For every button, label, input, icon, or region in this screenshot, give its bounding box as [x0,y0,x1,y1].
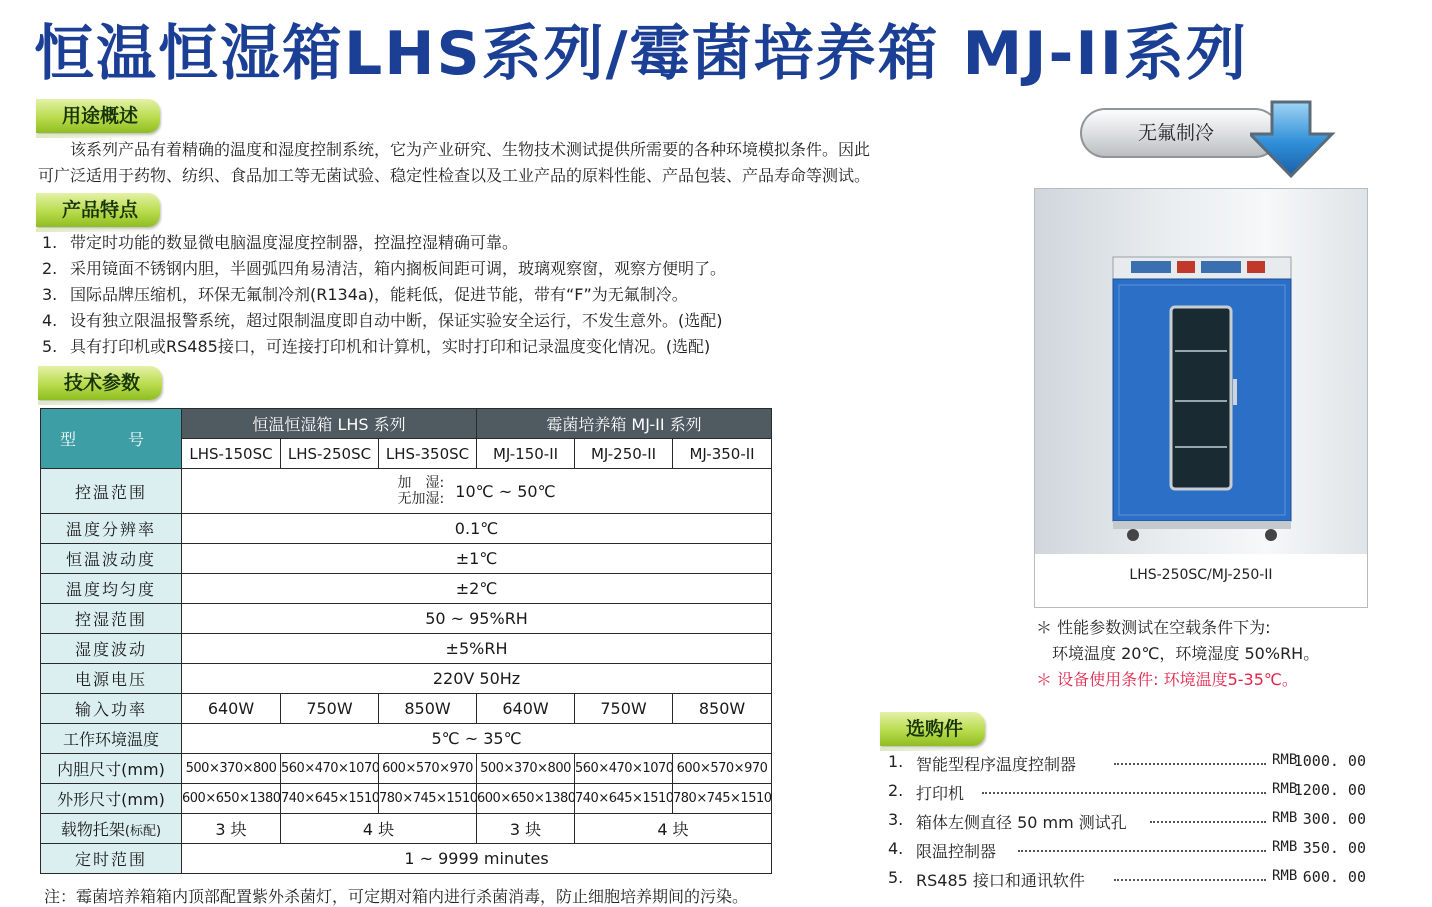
feature-text: 国际品牌压缩机，环保无氟制冷剂(R134a)，能耗低，促进节能，带有“F”为无氟制冷。 [70,285,688,304]
cfc-free-badge: 无氟制冷 [1080,108,1280,158]
row-label-resolution: 温度分辨率 [41,514,182,544]
power-cell: 850W [379,694,477,724]
option-price: 350. 00 [1302,839,1366,857]
option-price: 1000. 00 [1293,752,1366,770]
option-name: 打印机 [916,784,965,803]
feature-item [42,334,726,360]
uniformity-value: ±2℃ [182,574,772,604]
section-specs-heading: 技术参数 [38,366,162,400]
feature-text: 带定时功能的数显微电脑温度湿度控制器，控温控湿精确可靠。 [70,233,519,252]
features-list [42,230,726,360]
row-label-humid-fluct: 湿度波动 [41,634,182,664]
feature-item [42,230,726,256]
shelf-label-note: (标配) [124,824,162,839]
leader-dots [1018,849,1266,852]
voltage-value: 220V 50Hz [182,664,772,694]
model-cell: LHS-350SC [379,439,477,469]
feature-item [42,256,726,282]
outer-size-cell: 780×745×1510 [673,784,772,814]
power-cell: 640W [182,694,281,724]
power-cell: 750W [281,694,379,724]
option-item [888,839,1366,868]
shelf-label: 载物托架 [60,820,125,839]
incubator-image [1035,189,1367,559]
usage-line-2: 可广泛适用于药物、纺织、食品加工等无菌试验、稳定性检查以及工业产品的原料性能、产品包装、产品寿命等测试。 [38,166,871,185]
shelf-cell: 4 块 [575,814,772,844]
humidified-label: 加 湿: [397,475,445,491]
power-cell: 750W [575,694,673,724]
temp-range-value [182,469,772,514]
option-number: 1. [888,752,904,771]
model-cell: MJ-350-II [673,439,772,469]
model-label: 型 号 [41,409,182,469]
row-label-timer: 定时范围 [41,844,182,874]
option-item [888,781,1366,810]
section-usage-heading: 用途概述 [36,99,160,133]
group-mj-header: 霉菌培养箱 MJ-II 系列 [477,409,772,439]
product-photo [1034,188,1368,608]
outer-size-cell: 600×650×1380 [477,784,575,814]
row-label-env-temp: 工作环境温度 [41,724,182,754]
usage-line-1: 该系列产品有着精确的温度和湿度控制系统，它为产业研究、生物技术测试提供所需要的各种环境模拟条件。因此 [38,140,871,159]
option-number: 5. [888,868,904,887]
shelf-cell: 3 块 [182,814,281,844]
model-cell: LHS-250SC [281,439,379,469]
feature-text: 设有独立限温报警系统，超过限制温度即自动中断，保证实验安全运行，不发生意外。(选配) [70,311,723,330]
option-price: 1200. 00 [1293,781,1366,799]
row-label-shelf [41,814,182,844]
option-number: 2. [888,781,904,800]
humid-range-value: 50 ~ 95%RH [182,604,772,634]
option-currency: RMB [1272,810,1298,826]
feature-text: 具有打印机或RS485接口，可连接打印机和计算机，实时打印和记录温度变化情况。(选配) [70,337,711,356]
feature-item [42,308,726,334]
option-number: 3. [888,810,904,829]
leader-dots [982,791,1266,794]
leader-dots [1150,820,1266,823]
footnote: 注：霉菌培养箱箱内顶部配置紫外杀菌灯，可定期对箱内进行杀菌消毒，防止细胞培养期间的污染。 [44,887,749,906]
test-conditions [1036,615,1319,693]
option-name: 限温控制器 [916,842,997,861]
condition-line-3: ＊ 设备使用条件: 环境温度5-35℃。 [1036,670,1298,689]
resolution-value: 0.1℃ [182,514,772,544]
option-item [888,810,1366,839]
temp-range-text: 10℃ ~ 50℃ [455,481,556,501]
feature-item [42,282,726,308]
options-list [888,752,1366,897]
group-lhs-header: 恒温恒湿箱 LHS 系列 [182,409,477,439]
option-name: 智能型程序温度控制器 [916,755,1077,774]
feature-text: 采用镜面不锈钢内胆，半圆弧四角易清洁，箱内搁板间距可调，玻璃观察窗，观察方便明了。 [70,259,727,278]
non-humidified-label: 无加湿: [397,491,445,507]
inner-size-cell: 600×570×970 [379,754,477,784]
timer-value: 1 ~ 9999 minutes [182,844,772,874]
shelf-cell: 3 块 [477,814,575,844]
row-label-uniformity: 温度均匀度 [41,574,182,604]
option-item [888,752,1366,781]
usage-description [38,137,1018,189]
condition-line-2: 环境温度 20℃，环境湿度 50%RH。 [1052,644,1320,663]
model-cell: LHS-150SC [182,439,281,469]
spec-table [40,408,772,874]
inner-size-cell: 560×470×1070 [281,754,379,784]
option-name: 箱体左侧直径 50 mm 测试孔 [916,813,1127,832]
section-features-heading: 产品特点 [36,193,160,227]
option-price: 300. 00 [1302,810,1366,828]
option-number: 4. [888,839,904,858]
condition-line-1: ＊ 性能参数测试在空载条件下为: [1036,618,1271,637]
row-label-humid-range: 控湿范围 [41,604,182,634]
leader-dots [1114,762,1266,765]
option-currency: RMB [1272,752,1298,768]
inner-size-cell: 560×470×1070 [575,754,673,784]
outer-size-cell: 600×650×1380 [182,784,281,814]
option-currency: RMB [1272,868,1298,884]
inner-size-cell: 600×570×970 [673,754,772,784]
feature-number: 1. [42,233,58,252]
model-cell: MJ-150-II [477,439,575,469]
env-temp-value: 5℃ ~ 35℃ [182,724,772,754]
feature-number: 3. [42,285,58,304]
row-label-outer-size: 外形尺寸(mm) [41,784,182,814]
fluctuation-value: ±1℃ [182,544,772,574]
power-cell: 850W [673,694,772,724]
option-item [888,868,1366,897]
photo-caption: LHS-250SC/MJ-250-II [1129,567,1273,583]
option-currency: RMB [1272,781,1298,797]
option-name: RS485 接口和通讯软件 [916,871,1085,890]
inner-size-cell: 500×370×800 [182,754,281,784]
feature-number: 2. [42,259,58,278]
outer-size-cell: 740×645×1510 [575,784,673,814]
down-arrow-icon [1250,100,1340,180]
outer-size-cell: 780×745×1510 [379,784,477,814]
inner-size-cell: 500×370×800 [477,754,575,784]
page-title: 恒温恒湿箱LHS系列/霉菌培养箱 MJ-II系列 [34,19,1249,89]
model-cell: MJ-250-II [575,439,673,469]
row-label-power: 输入功率 [41,694,182,724]
option-currency: RMB [1272,839,1298,855]
power-cell: 640W [477,694,575,724]
feature-number: 4. [42,311,58,330]
row-label-voltage: 电源电压 [41,664,182,694]
section-options-heading: 选购件 [880,712,985,746]
row-label-inner-size: 内胆尺寸(mm) [41,754,182,784]
feature-number: 5. [42,337,58,356]
shelf-cell: 4 块 [281,814,477,844]
option-price: 600. 00 [1302,868,1366,886]
outer-size-cell: 740×645×1510 [281,784,379,814]
row-label-fluctuation: 恒温波动度 [41,544,182,574]
row-label-temp-range: 控温范围 [41,469,182,514]
humid-fluct-value: ±5%RH [182,634,772,664]
leader-dots [1114,878,1266,881]
